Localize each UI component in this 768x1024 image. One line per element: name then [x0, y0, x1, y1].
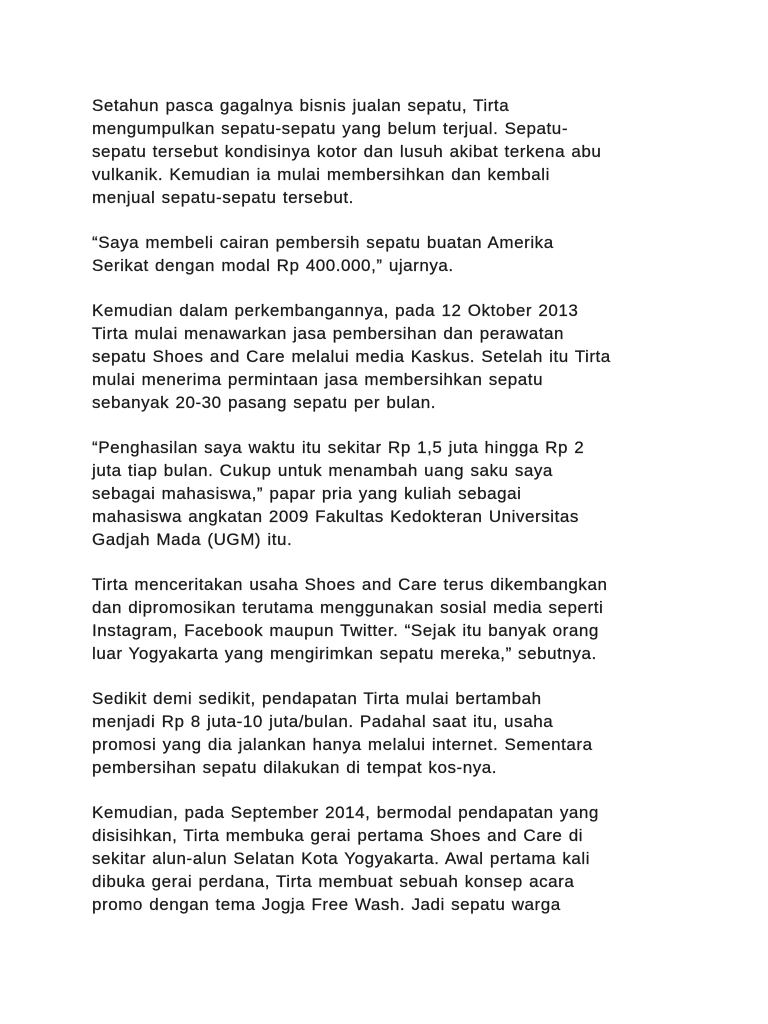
paragraph-line: promo dengan tema Jogja Free Wash. Jadi sepatu warga — [92, 895, 561, 914]
paragraph-line: vulkanik. Kemudian ia mulai membersihkan dan kembali — [92, 165, 550, 184]
paragraph-6 — [92, 687, 692, 779]
paragraph-line: dan dipromosikan terutama menggunakan sosial media seperti — [92, 598, 604, 617]
paragraph-2 — [92, 231, 692, 277]
paragraph-4 — [92, 436, 692, 551]
paragraph-line: “Saya membeli cairan pembersih sepatu buatan Amerika — [92, 233, 554, 252]
paragraph-line: mengumpulkan sepatu-sepatu yang belum terjual. Sepatu- — [92, 119, 569, 138]
paragraph-line: mahasiswa angkatan 2009 Fakultas Kedokteran Universitas — [92, 507, 579, 526]
paragraph-line: disisihkan, Tirta membuka gerai pertama Shoes and Care di — [92, 826, 584, 845]
paragraph-line: Gadjah Mada (UGM) itu. — [92, 530, 293, 549]
paragraph-5 — [92, 573, 692, 665]
article-body — [92, 94, 692, 938]
paragraph-line: sebanyak 20-30 pasang sepatu per bulan. — [92, 393, 437, 412]
paragraph-line: Kemudian dalam perkembangannya, pada 12 Oktober 2013 — [92, 301, 579, 320]
paragraph-line: sepatu Shoes and Care melalui media Kaskus. Setelah itu Tirta — [92, 347, 611, 366]
paragraph-line: mulai menerima permintaan jasa membersihkan sepatu — [92, 370, 544, 389]
paragraph-line: juta tiap bulan. Cukup untuk menambah uang saku saya — [92, 461, 553, 480]
paragraph-line: Kemudian, pada September 2014, bermodal pendapatan yang — [92, 803, 599, 822]
paragraph-line: Tirta mulai menawarkan jasa pembersihan dan perawatan — [92, 324, 565, 343]
paragraph-line: sepatu tersebut kondisinya kotor dan lusuh akibat terkena abu — [92, 142, 602, 161]
paragraph-line: promosi yang dia jalankan hanya melalui internet. Sementara — [92, 735, 593, 754]
paragraph-line: menjual sepatu-sepatu tersebut. — [92, 188, 354, 207]
paragraph-7 — [92, 801, 692, 916]
paragraph-line: pembersihan sepatu dilakukan di tempat kos-nya. — [92, 758, 498, 777]
paragraph-1 — [92, 94, 692, 209]
paragraph-line: dibuka gerai perdana, Tirta membuat sebuah konsep acara — [92, 872, 575, 891]
paragraph-line: luar Yogyakarta yang mengirimkan sepatu mereka,” sebutnya. — [92, 644, 597, 663]
paragraph-line: “Penghasilan saya waktu itu sekitar Rp 1,5 juta hingga Rp 2 — [92, 438, 585, 457]
paragraph-line: Setahun pasca gagalnya bisnis jualan sepatu, Tirta — [92, 96, 510, 115]
paragraph-line: sebagai mahasiswa,” papar pria yang kuliah sebagai — [92, 484, 522, 503]
paragraph-3 — [92, 299, 692, 414]
paragraph-line: Sedikit demi sedikit, pendapatan Tirta mulai bertambah — [92, 689, 542, 708]
paragraph-line: sekitar alun-alun Selatan Kota Yogyakarta. Awal pertama kali — [92, 849, 591, 868]
paragraph-line: Tirta menceritakan usaha Shoes and Care terus dikembangkan — [92, 575, 608, 594]
paragraph-line: Serikat dengan modal Rp 400.000,” ujarnya. — [92, 256, 454, 275]
paragraph-line: menjadi Rp 8 juta-10 juta/bulan. Padahal saat itu, usaha — [92, 712, 554, 731]
paragraph-line: Instagram, Facebook maupun Twitter. “Sejak itu banyak orang — [92, 621, 599, 640]
